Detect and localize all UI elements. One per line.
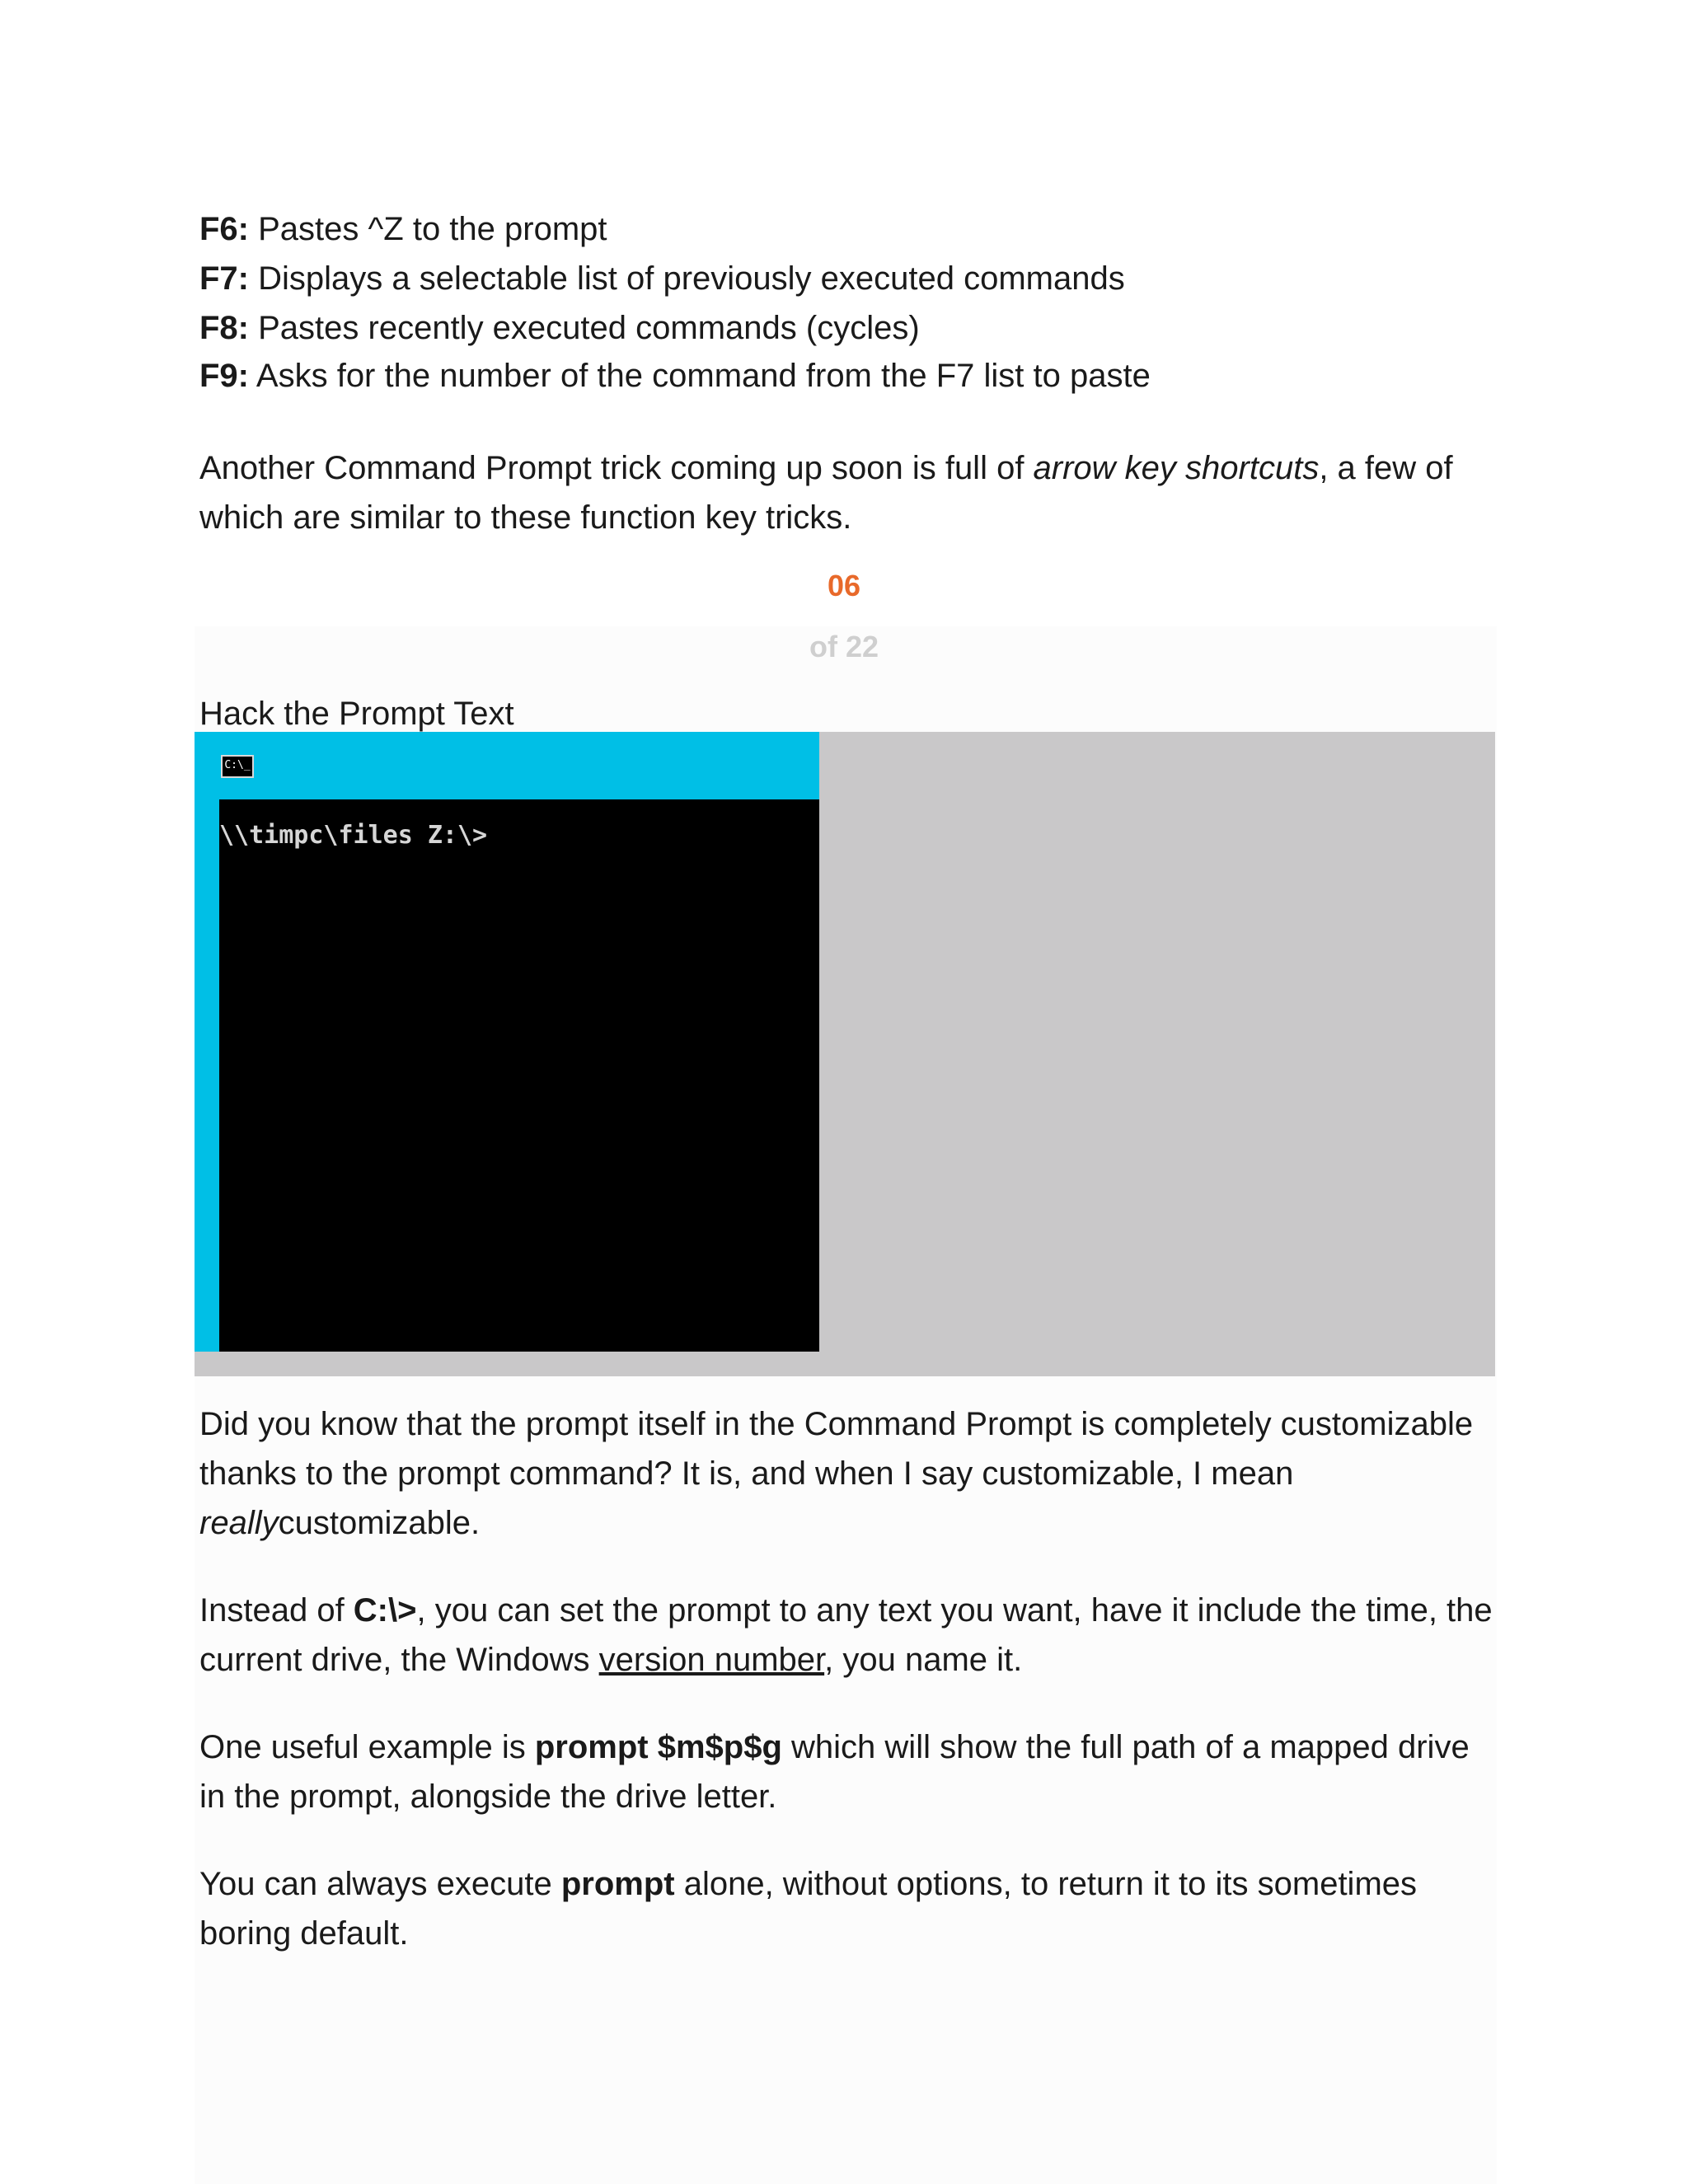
console-area <box>219 799 819 1352</box>
p2-end: , you name it. <box>824 1642 1023 1678</box>
paragraph-customizable <box>199 1399 1502 1548</box>
paragraph-default <box>199 1859 1502 1958</box>
slide-total: of 22 <box>809 630 879 663</box>
key-description: Pastes recently executed commands (cycles) <box>249 310 920 346</box>
p3-bold: prompt $m$p$g <box>534 1729 782 1765</box>
function-key-f6 <box>199 209 607 249</box>
p1-end: customizable. <box>278 1505 481 1541</box>
intro-paragraph <box>199 443 1502 542</box>
function-key-f8 <box>199 308 920 348</box>
command-prompt-icon: C:\_ <box>221 755 254 778</box>
slide-number: 06 <box>827 569 861 602</box>
screenshot-figure <box>195 732 1495 1376</box>
p2-middle: , you can set the prompt to any text you want, have it include the time, the current drive, the Windows <box>199 1592 1493 1678</box>
p4-start: You can always execute <box>199 1866 561 1902</box>
p1-italic: really <box>199 1505 279 1541</box>
p1-text: Did you know that the prompt itself in the Command Prompt is completely customizable thanks to the prompt command? It is, and when I say customizable, I mean <box>199 1406 1474 1492</box>
p3-end: which will show the full path of a mapped drive in the prompt, alongside the drive letter. <box>199 1729 1470 1815</box>
p2-start: Instead of <box>199 1592 354 1629</box>
key-description: Asks for the number of the command from the F7 list to paste <box>249 358 1151 394</box>
key-name: F8: <box>199 310 249 346</box>
section-title: Hack the Prompt Text <box>199 696 514 732</box>
version-number-link[interactable]: version number <box>598 1642 825 1678</box>
p2-bold: C:\> <box>353 1592 417 1629</box>
paragraph-instead <box>199 1586 1502 1685</box>
key-name: F7: <box>199 260 249 297</box>
intro-text-end: , a few of which are similar to these function key tricks. <box>199 450 1453 536</box>
intro-italic: arrow key shortcuts <box>1033 450 1320 486</box>
command-prompt-window <box>195 732 819 1352</box>
key-name: F9: <box>199 358 249 394</box>
p4-end: alone, without options, to return it to its sometimes boring default. <box>199 1866 1418 1952</box>
intro-text: Another Command Prompt trick coming up soon is full of <box>199 450 1034 486</box>
console-prompt-text: \\timpc\files Z:\> <box>219 821 488 850</box>
function-key-f9 <box>199 356 1151 396</box>
function-key-f7 <box>199 259 1125 298</box>
p3-start: One useful example is <box>199 1729 535 1765</box>
key-name: F6: <box>199 211 249 247</box>
key-description: Displays a selectable list of previously executed commands <box>249 260 1125 297</box>
p4-bold: prompt <box>560 1866 675 1902</box>
key-description: Pastes ^Z to the prompt <box>249 211 607 247</box>
paragraph-example <box>199 1722 1502 1821</box>
